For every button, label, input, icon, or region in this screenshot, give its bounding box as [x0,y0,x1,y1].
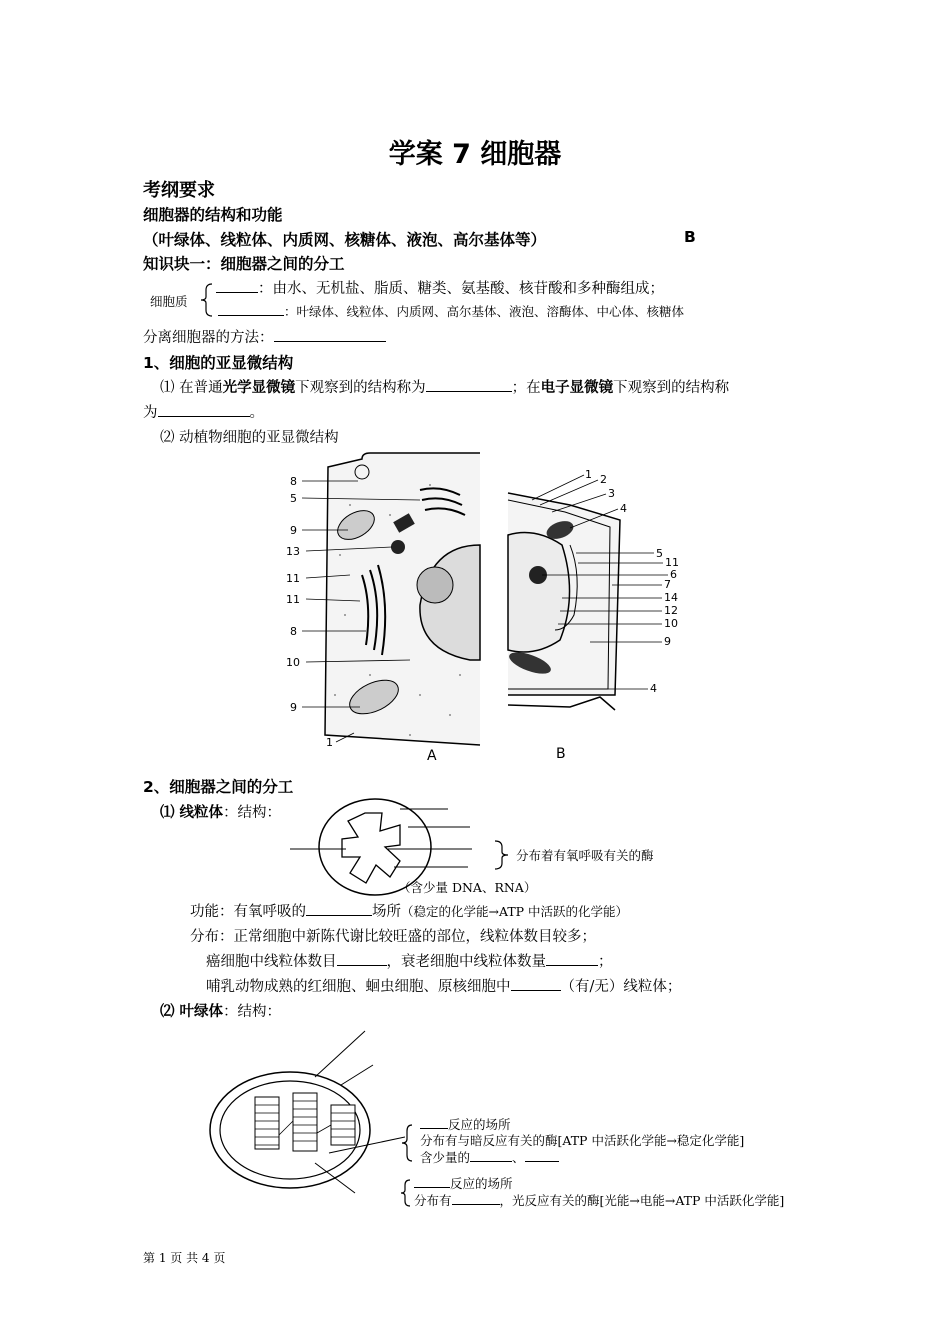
label-10: 10 [286,656,300,669]
label-9: 9 [290,701,297,714]
blank[interactable] [306,903,372,916]
blank[interactable] [216,280,258,293]
label-3: 3 [608,487,615,500]
blank[interactable] [218,303,284,316]
syllabus-heading: 考纲要求 [143,180,215,201]
label-12: 12 [664,604,678,617]
chloroplast-diagram [205,1025,405,1200]
page-title: 学案 7 细胞器 [388,139,562,170]
stroma-brace [398,1122,418,1164]
blank[interactable] [414,1175,450,1188]
stroma-note-2: 分布有与暗反应有关的酶[ATP 中活跃化学能→稳定化学能] [420,1133,745,1148]
label-7: 7 [664,578,671,591]
page-footer: 第 1 页 共 4 页 [143,1251,226,1265]
section1-heading: 1、细胞的亚显微结构 [143,354,294,372]
label-6: 6 [670,568,677,581]
label-1: 1 [326,736,333,749]
label-8: 8 [290,475,297,488]
syllabus-organelles: （叶绿体、线粒体、内质网、核糖体、液泡、高尔基体等） [143,231,547,249]
blank[interactable] [426,379,512,392]
blank[interactable] [158,404,250,417]
section1-q1: ⑴ 在普通光学显微镜下观察到的结构称为 ；在电子显微镜下观察到的结构称 [160,379,730,396]
blank[interactable] [525,1149,559,1162]
mito-distribution-1: 分布：正常细胞中新陈代谢比较旺盛的部位，线粒体数目较多； [190,929,596,945]
label-5: 5 [290,492,297,505]
block1-heading: 知识块一：细胞器之间的分工 [143,255,345,273]
chloro-title: ⑵ 叶绿体：结构： [160,1003,282,1020]
cytoplasm-line-1: ：由水、无机盐、脂质、糖类、氨基酸、核苷酸和多种酶组成； [216,277,664,298]
mito-distribution-2: 癌细胞中线粒体数目 ，衰老细胞中线粒体数量 ； [206,954,613,970]
blank[interactable] [337,953,387,966]
blank[interactable] [452,1192,500,1205]
blank[interactable] [274,329,386,342]
section1-q2: ⑵ 动植物细胞的亚显微结构 [160,430,339,446]
label-10: 10 [664,617,678,630]
syllabus-topic: 细胞器的结构和功能 [143,206,283,224]
caption-a: A [427,748,437,764]
label-13: 13 [286,545,300,558]
syllabus-level: B [684,228,696,246]
label-5: 5 [656,547,663,560]
caption-b: B [556,746,566,762]
cell-figure [270,445,700,770]
label-4: 4 [620,502,627,515]
section1-q1-cont: 为 。 [143,405,264,421]
stroma-note-3: 含少量的 、 [420,1148,559,1166]
separation-method: 分离细胞器的方法： [143,326,386,347]
blank[interactable] [511,978,561,991]
mito-enzyme-note: 分布着有氧呼吸有关的酶 [516,848,654,863]
label-14: 14 [664,591,678,604]
mito-function: 功能：有氧呼吸的 场所（稳定的化学能→ATP 中活跃的化学能） [190,904,629,920]
label-11: 11 [286,572,300,585]
label-11: 11 [665,556,679,569]
label-1: 1 [585,468,592,481]
section2-heading: 2、细胞器之间的分工 [143,778,294,796]
cytoplasm-brace [198,280,218,320]
label-9: 9 [664,635,671,648]
thylakoid-note-1: 反应的场所 [414,1174,513,1192]
label-11: 11 [286,593,300,606]
thylakoid-brace [398,1178,414,1208]
blank[interactable] [546,953,598,966]
blank[interactable] [470,1149,512,1162]
stroma-note-1: 反应的场所 [420,1115,511,1133]
cytoplasm-label: 细胞质 [150,294,188,309]
mito-dna-note: （含少量 DNA、RNA） [398,880,537,895]
label-2: 2 [600,473,607,486]
mito-title: ⑴ 线粒体：结构： [160,804,282,821]
blank[interactable] [420,1116,448,1129]
thylakoid-note-2: 分布有 ，光反应有关的酶[光能→电能→ATP 中活跃化学能] [414,1193,785,1208]
cytoplasm-line-2: ：叶绿体、线粒体、内质网、高尔基体、液泡、溶酶体、中心体、核糖体 [218,302,684,320]
label-8: 8 [290,625,297,638]
label-9: 9 [290,524,297,537]
animal-cell [325,453,480,745]
label-4: 4 [650,682,657,695]
mito-distribution-3: 哺乳动物成熟的红细胞、蛔虫细胞、原核细胞中 （有/无）线粒体； [206,979,682,995]
plant-cell [507,493,620,710]
